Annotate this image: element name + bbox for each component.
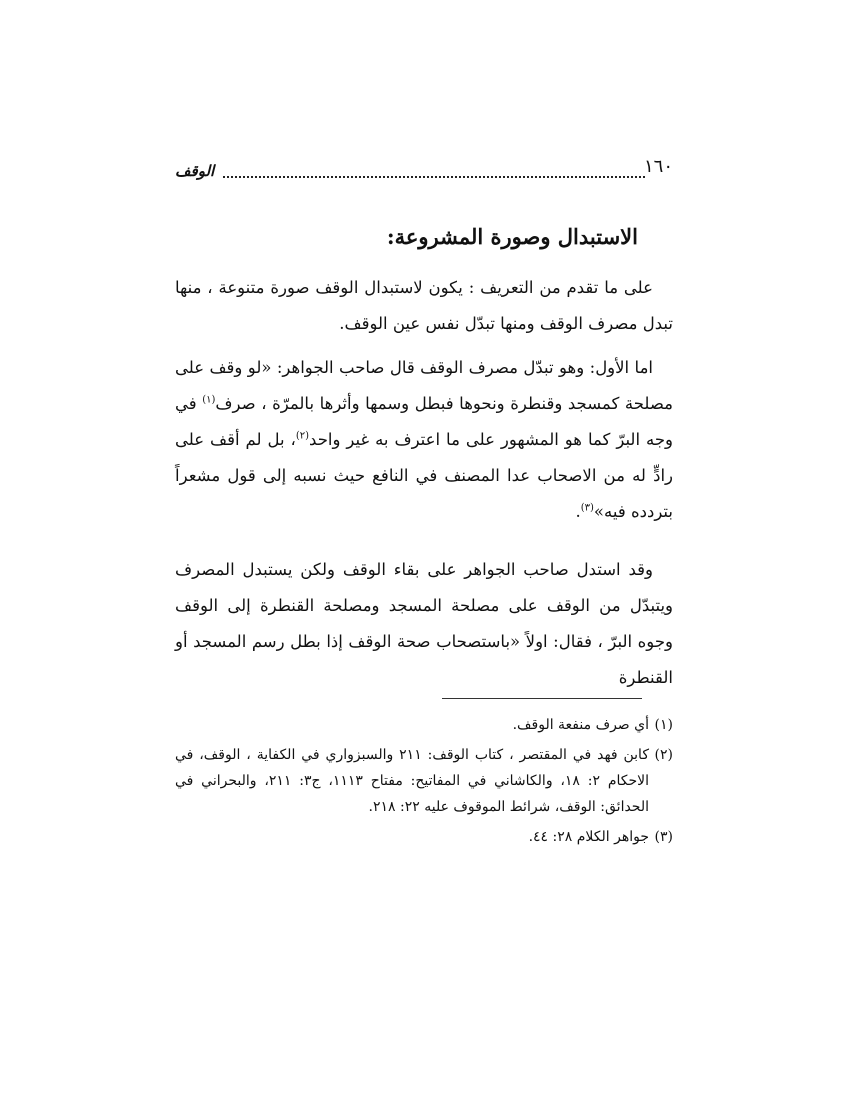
paragraph-2-part-d: . bbox=[575, 502, 581, 521]
footnote-3-number: (٣) bbox=[654, 829, 673, 845]
footnote-ref-1[interactable]: (١) bbox=[202, 394, 216, 406]
page-header bbox=[175, 156, 673, 184]
footnote-2 bbox=[175, 742, 673, 820]
paragraph-3-text: وقد استدل صاحب الجواهر على بقاء الوقف ولكن يستبدل المصرف ويتبدّل من الوقف على مصلحة المسجد ومصلحة القنطرة إلى الوقف وجوه البرّ ، فقال: اولاً «باستصحاب صحة الوقف إذا بطل رسم المسجد أو القنطرة bbox=[175, 560, 673, 687]
footnote-ref-2[interactable]: (٢) bbox=[295, 430, 310, 442]
footnote-2-number: (٢) bbox=[654, 747, 673, 763]
footnote-1-number: (١) bbox=[654, 717, 673, 733]
paragraph-2-part-c: ، بل لم أقف على رادٍّ له من الاصحاب عدا المصنف في النافع حيث نسبه إلى قول مشعراً بتردده فيه» bbox=[175, 430, 673, 521]
page-number: ١٦٠ bbox=[643, 156, 673, 177]
paragraph-3 bbox=[175, 552, 673, 696]
paragraph-2 bbox=[175, 350, 673, 530]
footnote-1-text: أي صرف منفعة الوقف. bbox=[512, 717, 649, 733]
paragraph-1-text: على ما تقدم من التعريف : يكون لاستبدال الوقف صورة متنوعة ، منها تبدل مصرف الوقف ومنها تبدّل نفس عين الوقف. bbox=[175, 278, 673, 333]
footnote-2-text: كابن فهد في المقتصر ، كتاب الوقف: ٢١١ والسبزواري في الكفاية ، الوقف، في الاحكام ٢: ١٨، والكاشاني في المفاتيح: مفتاح ١١١٣، ج٣: ٢١١، والبحراني في الحدائق: الوقف، شرائط الموقوف عليه ٢٢: ٢١٨. bbox=[175, 747, 650, 815]
header-leader-dots bbox=[223, 176, 645, 178]
paragraph-1 bbox=[175, 270, 673, 342]
footnotes-section bbox=[175, 712, 673, 854]
paragraph-2-part-a: اما الأول: وهو تبدّل مصرف الوقف قال صاحب الجواهر: «لو وقف على مصلحة كمسجد وقنطرة ونحوها فبطل وسمها وأثرها بالمرّة ، صرف bbox=[175, 358, 673, 413]
footnote-1 bbox=[175, 712, 673, 738]
footnote-ref-3[interactable]: (٣) bbox=[580, 502, 594, 514]
footnote-3 bbox=[175, 824, 673, 850]
running-title: الوقف bbox=[175, 162, 215, 180]
footnote-3-text: جواهر الكلام ٢٨: ٤٤. bbox=[528, 829, 649, 845]
section-heading: الاستبدال وصورة المشروعة: bbox=[386, 224, 638, 249]
paragraph-2-part-b: في وجه البرّ كما هو المشهور على ما اعترف به غير واحد bbox=[175, 394, 673, 449]
footnote-separator bbox=[442, 698, 642, 699]
paragraph-2-text bbox=[175, 350, 673, 530]
